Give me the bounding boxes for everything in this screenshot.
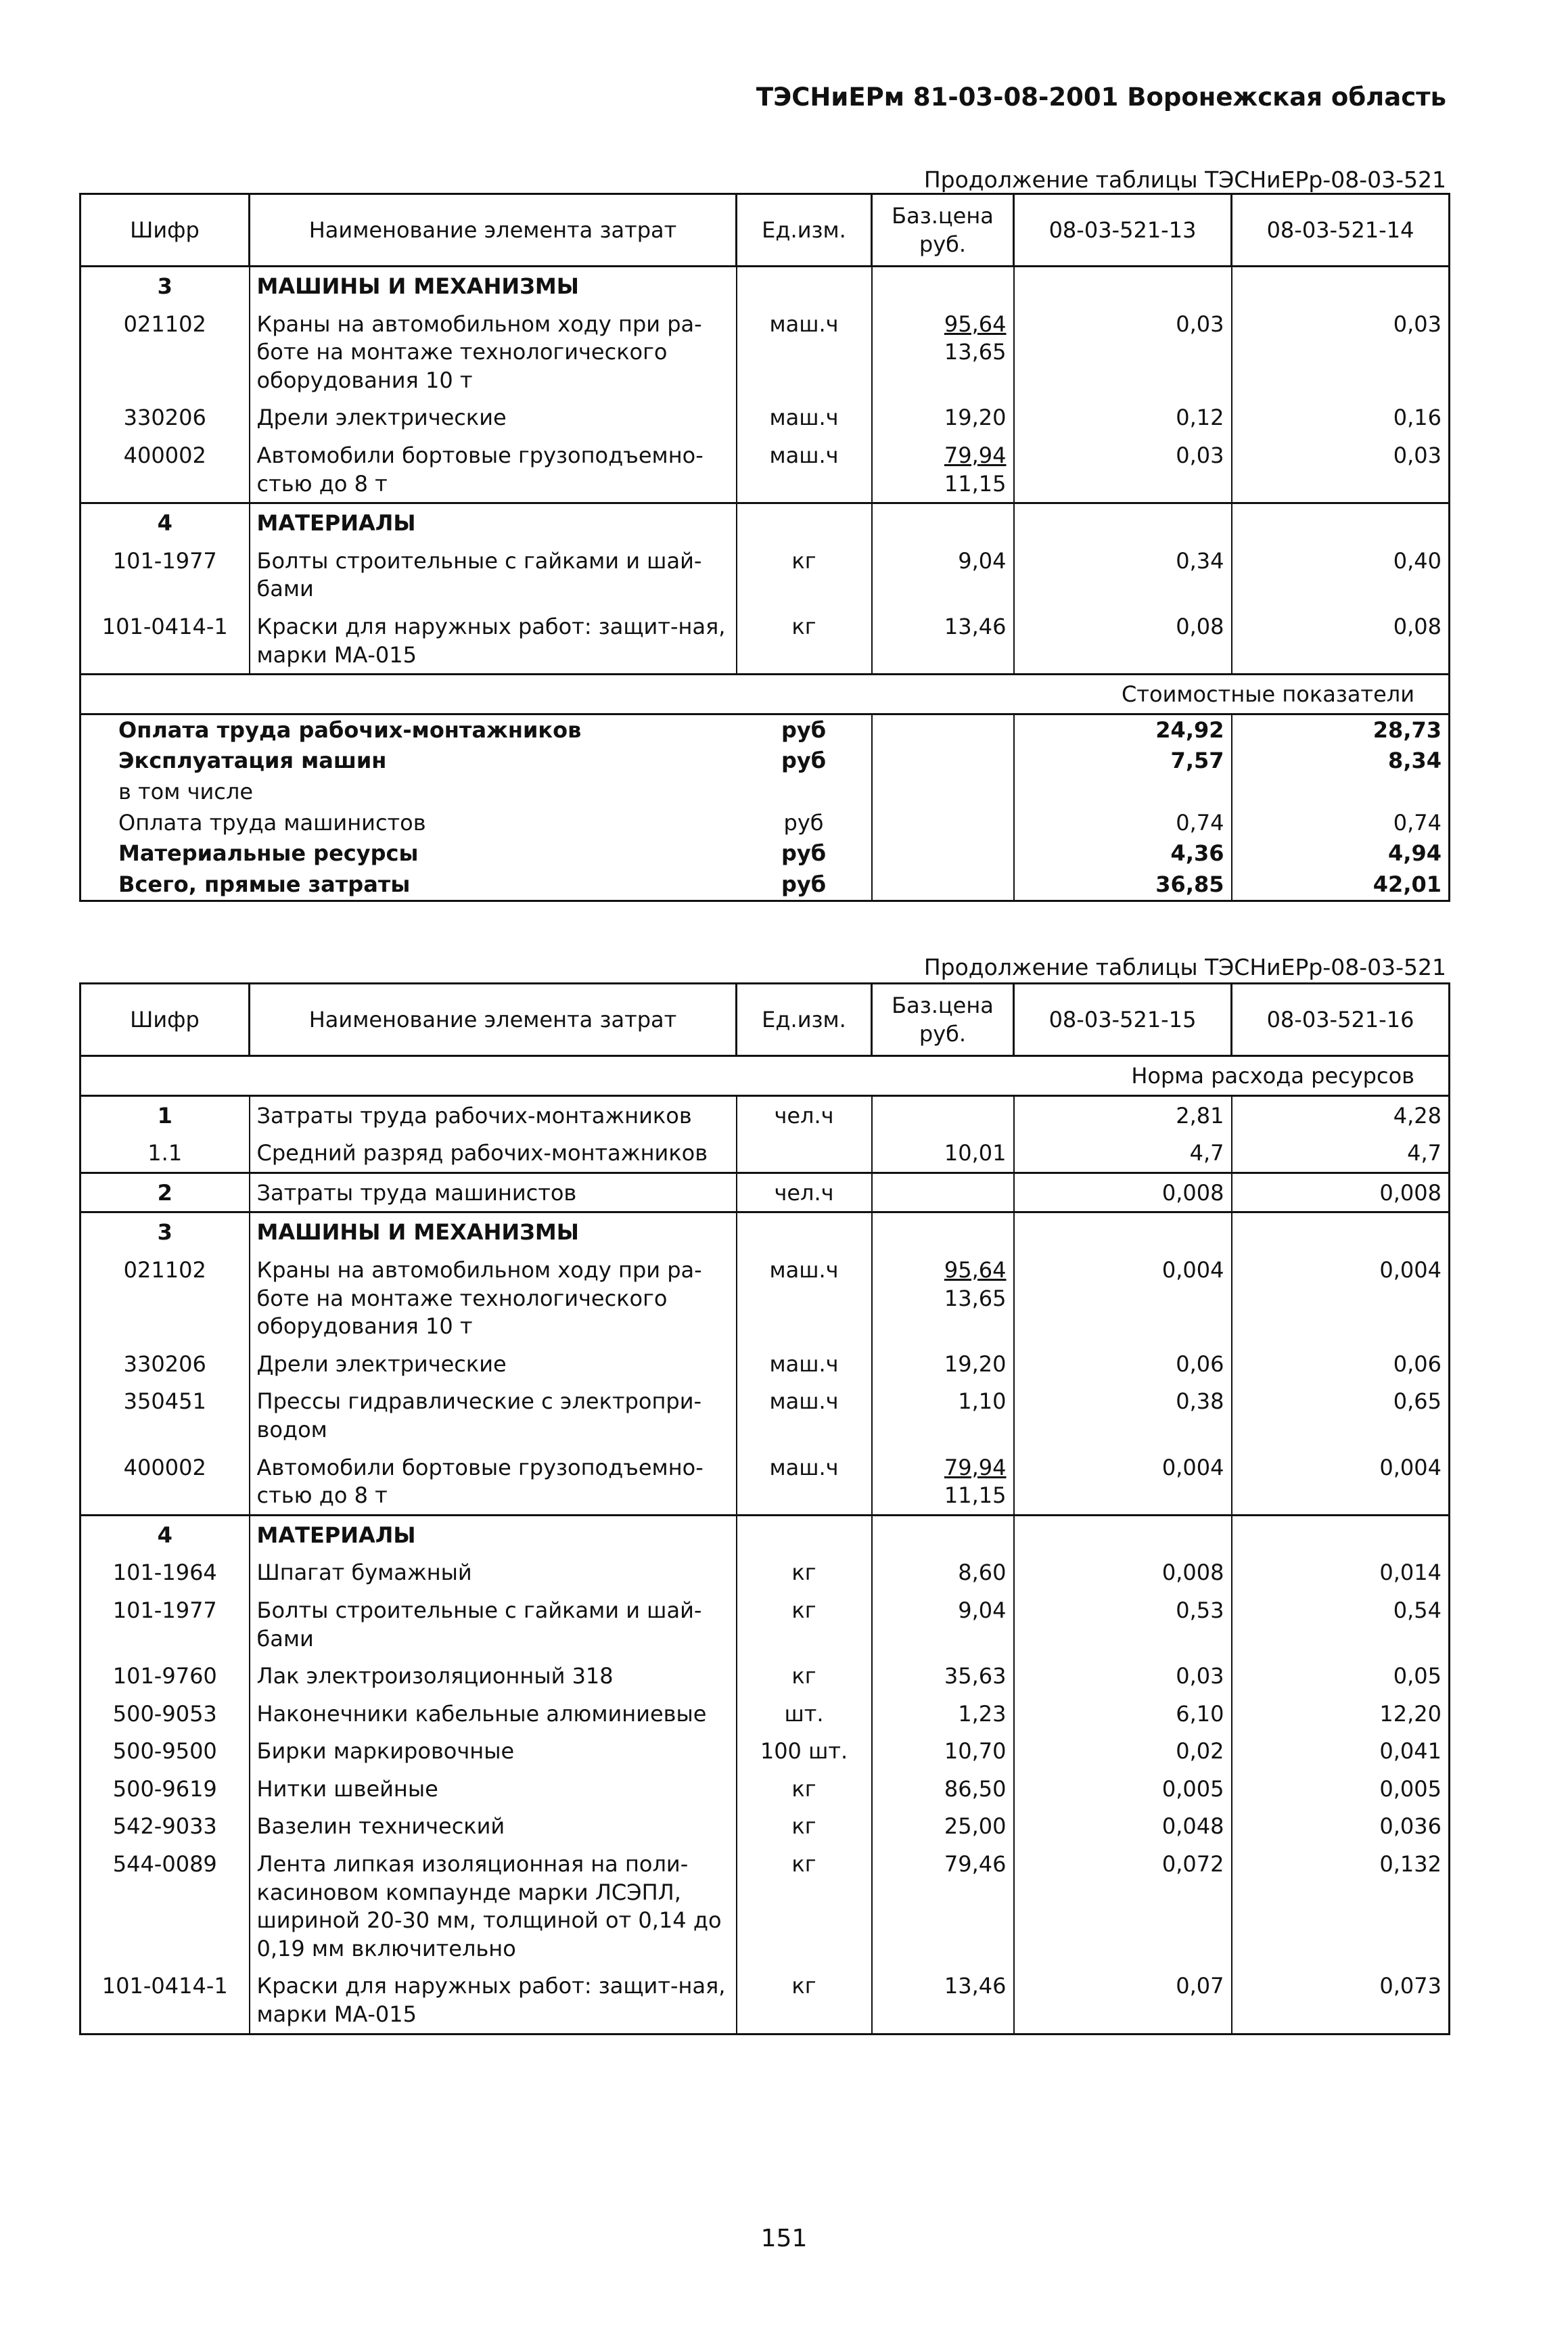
summary-unit: руб: [737, 808, 872, 839]
table-row: [80, 1591, 1450, 1657]
document-header: ТЭСНиЕРм 81-03-08-2001 Воронежская область: [756, 83, 1446, 112]
table-row: [80, 542, 1450, 608]
row-unit: маш.ч: [737, 436, 872, 503]
price-fraction-bottom: 11,15: [944, 470, 1007, 497]
row-unit: маш.ч: [737, 305, 872, 399]
row-value-1: 2,81: [1014, 1095, 1232, 1134]
table-row: [80, 1770, 1450, 1808]
row-unit: кг: [737, 1807, 872, 1845]
row-price: 1,23: [872, 1695, 1014, 1733]
row-unit: чел.ч: [737, 1095, 872, 1134]
col-norm-1-header: 08-03-521-13: [1014, 194, 1232, 267]
row-name: Вазелин технический: [250, 1807, 737, 1845]
row-value-2: 0,03: [1232, 436, 1450, 503]
summary-value-2: 8,34: [1232, 746, 1450, 777]
row-price: 9,04: [872, 542, 1014, 608]
row-code: 542-9033: [80, 1807, 250, 1845]
row-value-1: 0,38: [1014, 1382, 1232, 1448]
section-code: 3: [80, 1212, 250, 1251]
row-value-1: 0,048: [1014, 1807, 1232, 1845]
summary-row: [80, 746, 1450, 777]
row-price: 19,20: [872, 399, 1014, 436]
row-unit: маш.ч: [737, 1382, 872, 1448]
row-price: 1,10: [872, 1382, 1014, 1448]
row-value-2: 4,28: [1232, 1095, 1450, 1134]
table-row: [80, 1553, 1450, 1591]
summary-value-1: 36,85: [1014, 869, 1232, 901]
row-value-1: 0,008: [1014, 1553, 1232, 1591]
row-value-2: 0,05: [1232, 1657, 1450, 1695]
row-name: Автомобили бортовые грузоподъемно-стью до 8 т: [250, 1449, 737, 1516]
summary-label: Эксплуатация машин: [80, 746, 737, 777]
summary-value-2: 42,01: [1232, 869, 1450, 901]
row-price: [872, 1251, 1014, 1345]
table1-header-row: [80, 194, 1450, 267]
row-unit: кг: [737, 1553, 872, 1591]
row-value-1: 0,06: [1014, 1345, 1232, 1383]
row-code: 101-9760: [80, 1657, 250, 1695]
row-value-2: 0,014: [1232, 1553, 1450, 1591]
row-value-2: 0,041: [1232, 1732, 1450, 1770]
table2-caption: Продолжение таблицы ТЭСНиЕРр-08-03-521: [923, 954, 1446, 980]
row-code: 1: [80, 1095, 250, 1134]
row-unit: кг: [737, 1845, 872, 1967]
table-row: [80, 1251, 1450, 1345]
section-title: МАТЕРИАЛЫ: [250, 503, 737, 542]
row-code: 330206: [80, 399, 250, 436]
row-name: Затраты труда рабочих-монтажников: [250, 1095, 737, 1134]
section-row: [80, 503, 1450, 542]
band-label: Норма расхода ресурсов: [80, 1056, 1450, 1096]
summary-value-1: 0,74: [1014, 808, 1232, 839]
row-price: 8,60: [872, 1553, 1014, 1591]
price-fraction-top: 79,94: [944, 442, 1007, 468]
row-code: 400002: [80, 1449, 250, 1516]
row-value-2: 0,036: [1232, 1807, 1450, 1845]
table-row: [80, 1134, 1450, 1173]
row-value-2: 0,073: [1232, 1967, 1450, 2034]
col-norm-1-header: 08-03-521-15: [1014, 984, 1232, 1056]
row-price: 13,46: [872, 1967, 1014, 2034]
summary-value-2: 4,94: [1232, 838, 1450, 869]
table-row: [80, 1732, 1450, 1770]
row-code: 500-9500: [80, 1732, 250, 1770]
row-value-1: 0,12: [1014, 399, 1232, 436]
table2-body: [80, 1056, 1450, 2035]
row-name: Средний разряд рабочих-монтажников: [250, 1134, 737, 1173]
row-code: 101-0414-1: [80, 1967, 250, 2034]
row-name: Лента липкая изоляционная на поли-касиновом компаунде марки ЛСЭПЛ, шириной 20-30 мм, толщиной от 0,14 до 0,19 мм включительно: [250, 1845, 737, 1967]
row-value-1: 0,03: [1014, 1657, 1232, 1695]
row-name: Краски для наружных работ: защит-ная, марки МА-015: [250, 1967, 737, 2034]
table1-caption: Продолжение таблицы ТЭСНиЕРр-08-03-521: [923, 166, 1446, 193]
row-price: [872, 1095, 1014, 1134]
row-name: Затраты труда машинистов: [250, 1173, 737, 1212]
row-unit: кг: [737, 608, 872, 675]
section-title: МАШИНЫ И МЕХАНИЗМЫ: [250, 267, 737, 305]
row-unit: 100 шт.: [737, 1732, 872, 1770]
row-price: 10,01: [872, 1134, 1014, 1173]
table-row: [80, 1657, 1450, 1695]
summary-value-2: [1232, 777, 1450, 808]
row-name: Бирки маркировочные: [250, 1732, 737, 1770]
row-price: 10,70: [872, 1732, 1014, 1770]
row-value-1: 0,004: [1014, 1251, 1232, 1345]
row-price: 86,50: [872, 1770, 1014, 1808]
row-value-1: 0,34: [1014, 542, 1232, 608]
summary-label: Оплата труда машинистов: [80, 808, 737, 839]
row-name: Болты строительные с гайками и шай-бами: [250, 1591, 737, 1657]
row-name: Дрели электрические: [250, 399, 737, 436]
row-value-2: 12,20: [1232, 1695, 1450, 1733]
price-fraction-top: 95,64: [944, 311, 1007, 337]
row-value-1: 0,03: [1014, 436, 1232, 503]
row-price: 9,04: [872, 1591, 1014, 1657]
table-row: [80, 1807, 1450, 1845]
row-unit: маш.ч: [737, 1251, 872, 1345]
row-value-1: 0,03: [1014, 305, 1232, 399]
row-value-2: 0,65: [1232, 1382, 1450, 1448]
table-row: [80, 1845, 1450, 1967]
row-unit: кг: [737, 1770, 872, 1808]
row-unit: маш.ч: [737, 1345, 872, 1383]
row-value-1: 0,02: [1014, 1732, 1232, 1770]
row-name: Нитки швейные: [250, 1770, 737, 1808]
summary-row: [80, 869, 1450, 901]
table-row: [80, 1449, 1450, 1516]
col-unit-header: Ед.изм.: [737, 194, 872, 267]
table-row: [80, 608, 1450, 675]
table-row: [80, 1095, 1450, 1134]
section-title: МАШИНЫ И МЕХАНИЗМЫ: [250, 1212, 737, 1251]
row-name: Лак электроизоляционный 318: [250, 1657, 737, 1695]
table-row: [80, 1173, 1450, 1212]
band-label: Стоимостные показатели: [80, 675, 1450, 714]
row-value-2: 0,03: [1232, 305, 1450, 399]
row-value-2: 0,08: [1232, 608, 1450, 675]
row-price: [872, 436, 1014, 503]
row-code: 544-0089: [80, 1845, 250, 1967]
price-fraction-bottom: 13,65: [944, 339, 1007, 365]
section-title: МАТЕРИАЛЫ: [250, 1515, 737, 1553]
row-value-1: 0,07: [1014, 1967, 1232, 2034]
table-row: [80, 305, 1450, 399]
row-code: 350451: [80, 1382, 250, 1448]
row-price: 35,63: [872, 1657, 1014, 1695]
summary-unit: [737, 777, 872, 808]
row-price: 19,20: [872, 1345, 1014, 1383]
cost-table-2: [79, 982, 1450, 2035]
col-price-header: Баз.цена руб.: [872, 194, 1014, 267]
section-code: 4: [80, 503, 250, 542]
summary-row: [80, 714, 1450, 746]
row-value-1: 0,008: [1014, 1173, 1232, 1212]
row-name: Болты строительные с гайками и шай-бами: [250, 542, 737, 608]
summary-value-2: 28,73: [1232, 714, 1450, 746]
price-fraction-top: 95,64: [944, 1256, 1007, 1283]
row-price: [872, 305, 1014, 399]
col-norm-2-header: 08-03-521-16: [1232, 984, 1450, 1056]
row-code: 101-1964: [80, 1553, 250, 1591]
row-code: 2: [80, 1173, 250, 1212]
row-code: 400002: [80, 436, 250, 503]
summary-unit: руб: [737, 838, 872, 869]
row-value-2: 0,004: [1232, 1449, 1450, 1516]
row-name: Прессы гидравлические с электропри-водом: [250, 1382, 737, 1448]
table-row: [80, 436, 1450, 503]
row-value-2: 0,004: [1232, 1251, 1450, 1345]
row-value-2: 0,008: [1232, 1173, 1450, 1212]
section-row: [80, 267, 1450, 305]
row-unit: кг: [737, 542, 872, 608]
summary-unit: руб: [737, 869, 872, 901]
row-value-2: 0,132: [1232, 1845, 1450, 1967]
table2-header-row: [80, 984, 1450, 1056]
summary-value-1: 24,92: [1014, 714, 1232, 746]
summary-label: Всего, прямые затраты: [80, 869, 737, 901]
summary-value-1: 7,57: [1014, 746, 1232, 777]
row-code: 021102: [80, 1251, 250, 1345]
table-row: [80, 1695, 1450, 1733]
row-name: Автомобили бортовые грузоподъемно-стью до 8 т: [250, 436, 737, 503]
row-code: 101-1977: [80, 1591, 250, 1657]
row-value-2: 0,005: [1232, 1770, 1450, 1808]
col-norm-2-header: 08-03-521-14: [1232, 194, 1450, 267]
row-unit: кг: [737, 1591, 872, 1657]
col-code-header: Шифр: [80, 984, 250, 1056]
row-code: 330206: [80, 1345, 250, 1383]
row-value-2: 0,16: [1232, 399, 1450, 436]
row-name: Краски для наружных работ: защит-ная, марки МА-015: [250, 608, 737, 675]
row-code: 500-9619: [80, 1770, 250, 1808]
price-fraction-bottom: 13,65: [944, 1285, 1007, 1311]
price-fraction-bottom: 11,15: [944, 1482, 1007, 1509]
row-value-1: 6,10: [1014, 1695, 1232, 1733]
row-code: 1.1: [80, 1134, 250, 1173]
summary-label: в том числе: [80, 777, 737, 808]
section-code: 3: [80, 267, 250, 305]
table1-body: [80, 267, 1450, 901]
row-name: Краны на автомобильном ходу при ра-боте на монтаже технологического оборудования 10 т: [250, 1251, 737, 1345]
col-name-header: Наименование элемента затрат: [250, 984, 737, 1056]
summary-unit: руб: [737, 746, 872, 777]
section-code: 4: [80, 1515, 250, 1553]
row-price: 13,46: [872, 608, 1014, 675]
row-name: Шпагат бумажный: [250, 1553, 737, 1591]
band-row: [80, 1056, 1450, 1096]
table-row: [80, 1967, 1450, 2034]
row-unit: кг: [737, 1657, 872, 1695]
row-code: 500-9053: [80, 1695, 250, 1733]
section-row: [80, 1212, 1450, 1251]
row-value-1: 0,005: [1014, 1770, 1232, 1808]
summary-unit: руб: [737, 714, 872, 746]
row-price: [872, 1449, 1014, 1516]
summary-value-1: [1014, 777, 1232, 808]
row-value-2: 4,7: [1232, 1134, 1450, 1173]
row-unit: кг: [737, 1967, 872, 2034]
col-code-header: Шифр: [80, 194, 250, 267]
row-unit: маш.ч: [737, 399, 872, 436]
row-value-2: 0,06: [1232, 1345, 1450, 1383]
summary-value-2: 0,74: [1232, 808, 1450, 839]
summary-row: [80, 777, 1450, 808]
summary-label: Материальные ресурсы: [80, 838, 737, 869]
row-value-1: 0,53: [1014, 1591, 1232, 1657]
row-value-1: 0,072: [1014, 1845, 1232, 1967]
page-number: 151: [760, 2225, 808, 2252]
row-unit: [737, 1134, 872, 1173]
row-price: 79,46: [872, 1845, 1014, 1967]
summary-value-1: 4,36: [1014, 838, 1232, 869]
row-value-1: 0,08: [1014, 608, 1232, 675]
table-row: [80, 399, 1450, 436]
row-value-1: 4,7: [1014, 1134, 1232, 1173]
table-row: [80, 1382, 1450, 1448]
section-row: [80, 1515, 1450, 1553]
row-name: Дрели электрические: [250, 1345, 737, 1383]
row-code: 101-0414-1: [80, 608, 250, 675]
row-value-1: 0,004: [1014, 1449, 1232, 1516]
table-row: [80, 1345, 1450, 1383]
row-name: Краны на автомобильном ходу при ра-боте на монтаже технологического оборудования 10 т: [250, 305, 737, 399]
summary-row: [80, 838, 1450, 869]
summary-row: [80, 808, 1450, 839]
row-name: Наконечники кабельные алюминиевые: [250, 1695, 737, 1733]
col-price-header: Баз.цена руб.: [872, 984, 1014, 1056]
row-price: 25,00: [872, 1807, 1014, 1845]
row-value-2: 0,54: [1232, 1591, 1450, 1657]
col-name-header: Наименование элемента затрат: [250, 194, 737, 267]
cost-table-1: [79, 193, 1450, 902]
summary-label: Оплата труда рабочих-монтажников: [80, 714, 737, 746]
row-price: [872, 1173, 1014, 1212]
row-code: 021102: [80, 305, 250, 399]
row-value-2: 0,40: [1232, 542, 1450, 608]
row-unit: маш.ч: [737, 1449, 872, 1516]
row-code: 101-1977: [80, 542, 250, 608]
price-fraction-top: 79,94: [944, 1454, 1007, 1480]
col-unit-header: Ед.изм.: [737, 984, 872, 1056]
row-unit: шт.: [737, 1695, 872, 1733]
band-row: [80, 675, 1450, 714]
row-unit: чел.ч: [737, 1173, 872, 1212]
